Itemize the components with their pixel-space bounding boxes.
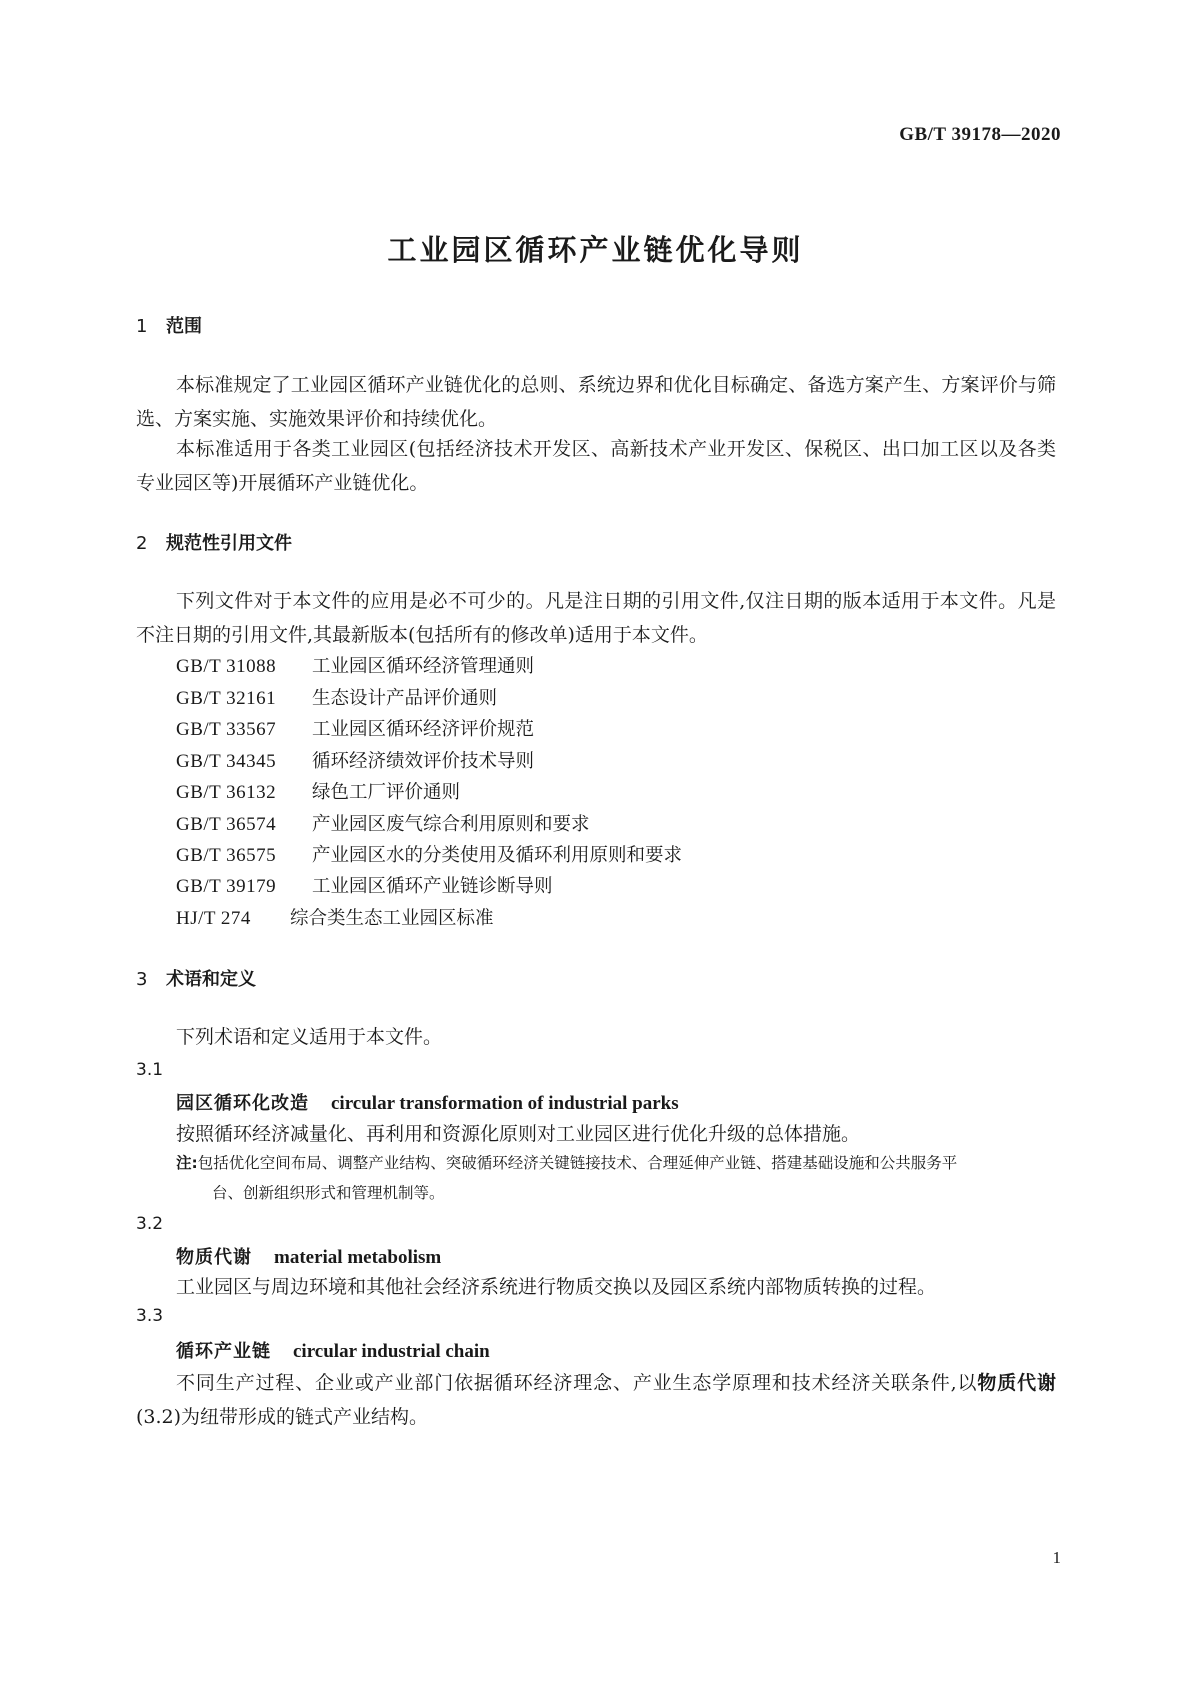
scope-paragraph-1: 本标准规定了工业园区循环产业链优化的总则、系统边界和优化目标确定、备选方案产生、方案评价与筛选、方案实施、实施效果评价和持续优化。 xyxy=(136,374,1056,430)
reference-title: 综合类生态工业园区标准 xyxy=(290,908,494,929)
reference-code: GB/T 39179 xyxy=(176,876,277,897)
reference-item xyxy=(176,872,553,898)
document-title: 工业园区循环产业链优化导则 xyxy=(387,233,804,267)
reference-code: HJ/T 274 xyxy=(176,908,251,929)
term-number: 3.3 xyxy=(136,1306,164,1326)
reference-title: 工业园区循环产业链诊断导则 xyxy=(312,876,553,897)
reference-title: 绿色工厂评价通则 xyxy=(312,782,461,803)
section-3-heading xyxy=(136,965,256,991)
term-heading xyxy=(176,1089,679,1115)
section-1-heading xyxy=(136,312,202,338)
reference-title: 产业园区废气综合利用原则和要求 xyxy=(312,814,590,835)
definition-text: 不同生产过程、企业或产业部门依据循环经济理念、产业生态学原理和技术经济关联条件,以 xyxy=(176,1372,978,1394)
reference-item xyxy=(176,810,590,836)
note-label: 注: xyxy=(176,1154,198,1172)
section-number: 1 xyxy=(136,316,148,337)
reference-code: GB/T 32161 xyxy=(176,688,277,709)
reference-code: GB/T 36575 xyxy=(176,845,277,866)
reference-title: 循环经济绩效评价技术导则 xyxy=(312,751,535,772)
section-title: 范围 xyxy=(166,316,202,337)
reference-item xyxy=(176,841,682,867)
terms-intro: 下列术语和定义适用于本文件。 xyxy=(176,1026,443,1048)
term-english: circular industrial chain xyxy=(293,1341,490,1362)
cross-reference-term: 物质代谢 xyxy=(977,1372,1056,1394)
note-text-line-1: 包括优化空间布局、调整产业结构、突破循环经济关键链接技术、合理延伸产业链、搭建基础设施和公共服务平 xyxy=(197,1154,958,1172)
section-title: 规范性引用文件 xyxy=(166,533,292,554)
reference-title: 工业园区循环经济评价规范 xyxy=(312,719,535,740)
reference-code: GB/T 36574 xyxy=(176,814,277,835)
section-number: 3 xyxy=(136,969,148,990)
reference-item xyxy=(176,715,534,741)
term-english: material metabolism xyxy=(274,1247,442,1268)
page-number: 1 xyxy=(1052,1548,1061,1567)
normative-refs-intro: 下列文件对于本文件的应用是必不可少的。凡是注日期的引用文件,仅注日期的版本适用于本文件。凡是不注日期的引用文件,其最新版本(包括所有的修改单)适用于本文件。 xyxy=(136,590,1056,646)
term-chinese: 循环产业链 xyxy=(176,1341,271,1362)
term-definition: 工业园区与周边环境和其他社会经济系统进行物质交换以及园区系统内部物质转换的过程。 xyxy=(176,1276,937,1298)
reference-item xyxy=(176,904,494,930)
reference-item xyxy=(176,684,497,710)
reference-item xyxy=(176,778,460,804)
definition-text: (3.2)为纽带形成的链式产业结构。 xyxy=(136,1406,429,1428)
section-title: 术语和定义 xyxy=(166,969,256,990)
reference-item xyxy=(176,747,534,773)
reference-code: GB/T 33567 xyxy=(176,719,277,740)
reference-item xyxy=(176,652,534,678)
term-note xyxy=(176,1148,1056,1208)
scope-paragraph-2: 本标准适用于各类工业园区(包括经济技术开发区、高新技术产业开发区、保税区、出口加工区以及各类专业园区等)开展循环产业链优化。 xyxy=(136,438,1056,494)
note-text-line-2: 台、创新组织形式和管理机制等。 xyxy=(212,1184,445,1202)
section-2-heading xyxy=(136,529,292,555)
term-number: 3.1 xyxy=(136,1060,164,1080)
term-definition xyxy=(136,1366,1056,1434)
reference-code: GB/T 34345 xyxy=(176,751,277,772)
term-heading xyxy=(176,1243,441,1269)
term-number: 3.2 xyxy=(136,1214,164,1234)
term-heading xyxy=(176,1337,490,1363)
reference-code: GB/T 31088 xyxy=(176,656,277,677)
standard-code: GB/T 39178—2020 xyxy=(899,124,1061,145)
reference-title: 工业园区循环经济管理通则 xyxy=(312,656,535,677)
term-definition: 按照循环经济减量化、再利用和资源化原则对工业园区进行优化升级的总体措施。 xyxy=(176,1123,861,1145)
term-english: circular transformation of industrial parks xyxy=(331,1093,679,1114)
section-number: 2 xyxy=(136,533,148,554)
reference-title: 生态设计产品评价通则 xyxy=(312,688,498,709)
reference-title: 产业园区水的分类使用及循环利用原则和要求 xyxy=(312,845,683,866)
term-chinese: 物质代谢 xyxy=(176,1247,252,1268)
term-chinese: 园区循环化改造 xyxy=(176,1093,309,1114)
reference-code: GB/T 36132 xyxy=(176,782,277,803)
